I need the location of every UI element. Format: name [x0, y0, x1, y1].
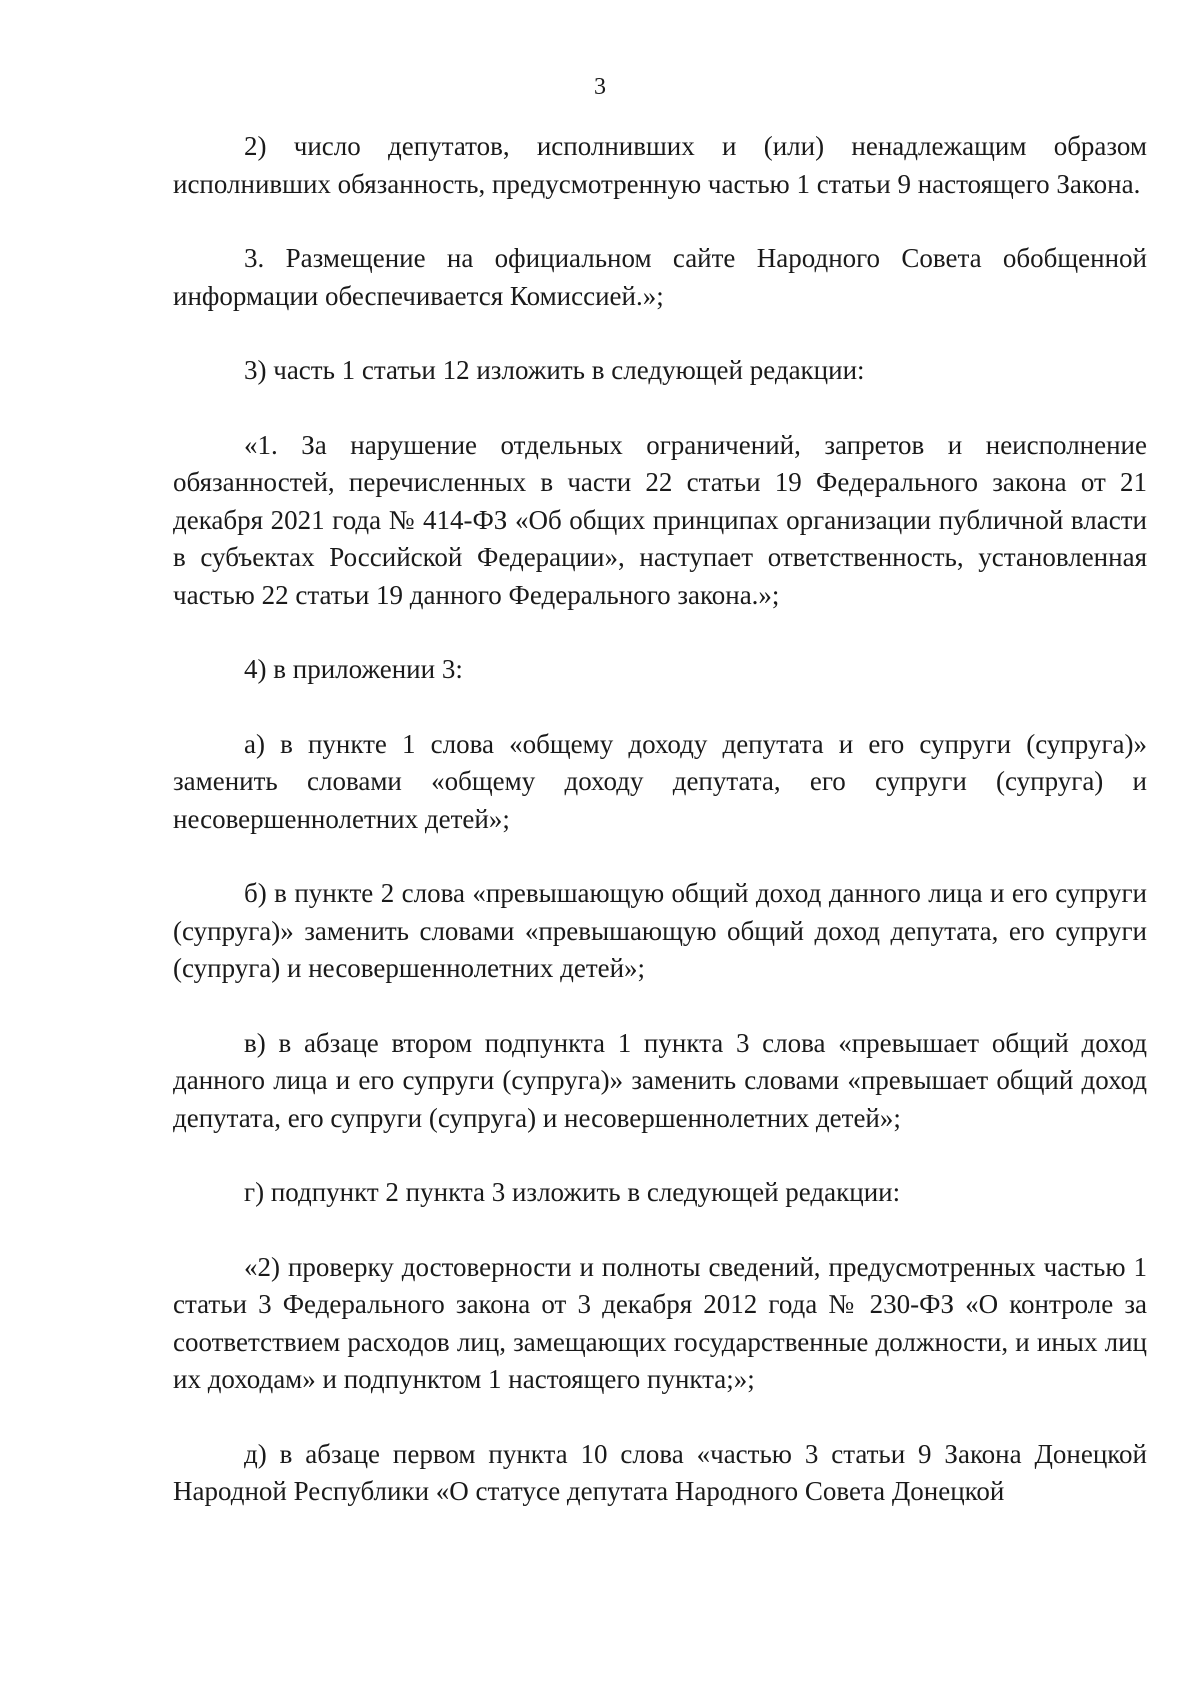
- document-body: [173, 128, 1147, 1511]
- paragraph-subitem-a: а) в пункте 1 слова «общему доходу депутата и его супруги (супруга)» заменить словами «общему доходу депутата, его супруги (супруга) и несовершеннолетних детей»;: [173, 728, 1147, 834]
- paragraph-item-3-article-12: 3) часть 1 статьи 12 изложить в следующей редакции:: [244, 355, 865, 385]
- paragraph-article-12-part-1-text: «1. За нарушение отдельных ограничений, запретов и неисполнение обязанностей, перечисленных в части 22 статьи 19 Федерального закона от 21 декабря 2021 года № 414-ФЗ «Об общих принципах организации публичной власти в субъектах Российской Федерации», наступает ответственность, установленная частью 22 статьи 19 данного Федерального закона.»;: [173, 429, 1147, 610]
- paragraph-point-3-publication: 3. Размещение на официальном сайте Народного Совета обобщенной информации обеспечивается Комиссией.»;: [173, 243, 1147, 311]
- paragraph-subitem-v: в) в абзаце втором подпункта 1 пункта 3 слова «превышает общий доход данного лица и его супруги (супруга)» заменить словами «превышает общий доход депутата, его супруги (супруга) и несовершеннолетних детей»;: [173, 1027, 1147, 1133]
- paragraph-item-4-appendix-3: 4) в приложении 3:: [244, 654, 463, 684]
- paragraph-subitem-d: д) в абзаце первом пункта 10 слова «частью 3 статьи 9 Закона Донецкой Народной Республики «О статусе депутата Народного Совета Донецкой: [173, 1438, 1147, 1506]
- paragraph-subitem-g: г) подпункт 2 пункта 3 изложить в следующей редакции:: [244, 1177, 901, 1207]
- paragraph-subitem-2-text: «2) проверку достоверности и полноты сведений, предусмотренных частью 1 статьи 3 Федерального закона от 3 декабря 2012 года № 230-ФЗ «О контроле за соответствием расходов лиц, замещающих государственные должности, и иных лиц их доходам» и подпунктом 1 настоящего пункта;»;: [173, 1251, 1147, 1394]
- paragraph-item-2: 2) число депутатов, исполнивших и (или) ненадлежащим образом исполнивших обязанность, предусмотренную частью 1 статьи 9 настоящего Закона.: [173, 131, 1147, 199]
- paragraph-subitem-b: б) в пункте 2 слова «превышающую общий доход данного лица и его супруги (супруга)» заменить словами «превышающую общий доход депутата, его супруги (супруга) и несовершеннолетних детей»;: [173, 878, 1147, 983]
- page-number: 3: [594, 74, 606, 100]
